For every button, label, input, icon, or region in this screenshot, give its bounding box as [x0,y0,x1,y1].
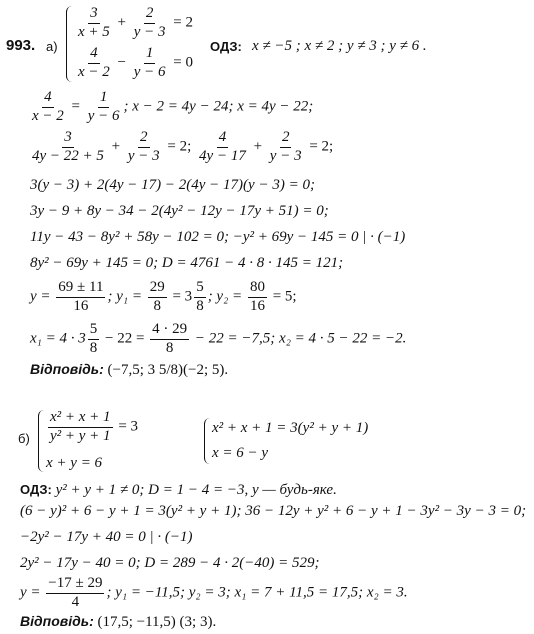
step-b-2: (6 − y)² + 6 − y + 1 = 3(y² + y + 1); 36 − 12y + y² + 6 − y + 1 − 3y² − 3y − 3 = 0; [20,503,527,519]
system-a-eq1: $\frac{3}{x + 5}$ + $\frac{2}{y - 3}$ = 2 [78,5,193,40]
system-b-eq1: $\frac{\text{x² + x + 1}}{\text{y² + y + 1}}$ = 3 [50,409,139,444]
step-b-1: ОДЗ: y² + y + 1 ≠ 0; D = 1 − 4 = −3, y — будь-яке. [20,482,337,498]
step-a-2: $\frac{3}{4y - 22 + 5}$ + $\frac{2}{y - 3}$ = 2; $\frac{4}{4y - 17}$ + $\frac{2}{y - 3}$ = 2; [32,129,334,164]
step-a-5: 11y − 43 − 8y² + 58y − 102 = 0; −y² + 69y − 145 = 0 | · (−1) [30,229,406,245]
system-a-eq2: $\frac{4}{x - 2}$ − $\frac{1}{y - 6}$ = 0 [78,45,193,80]
answer-a-values: (−7,5; 3 5/8)(−2; 5). [107,362,229,378]
part-a-label: а) [46,39,58,54]
step-b-3: −2y² − 17y + 40 = 0 | · (−1) [20,529,193,545]
step-a-6: 8y² − 69y + 145 = 0; D = 4761 − 4 · 8 · 145 = 121; [30,255,344,271]
problem-number: 993. [6,37,36,54]
step-a-1: $\frac{4}{x - 2}$ = $\frac{1}{y - 6}$ ; x − 2 = 4y − 24; x = 4y − 22; [32,89,314,124]
step-a-3: 3(y − 3) + 2(4y − 17) − 2(4y − 17)(y − 3) = 0; [30,177,315,193]
step-a-8: x₁ = 4 · 3 $\frac{5}{8}$ − 22 = $\frac{4 \cdot 29}{8}$ − 22 = −7,5; x₂ = 4 · 5 − 22 = −2. [30,321,407,356]
answer-b [20,614,216,630]
answer-label-b: Відповідь: [20,613,94,629]
step-a-7: y = $\frac{69 \pm 11}{16}$ ; y₁ = $\frac{29}{8}$ = 3 $\frac{5}{8}$ ; y₂ = $\frac{80}{16}$ = 5; [30,279,297,314]
system-brace-b2 [204,418,211,464]
odz-label-a: ОДЗ: [210,39,242,54]
system-b2-eq1: x² + x + 1 = 3(y² + y + 1) [212,420,369,436]
step-b-4: 2y² − 17y − 40 = 0; D = 289 − 4 · 2(−40) = 529; [20,555,320,571]
answer-b-values: (17,5; −11,5) (3; 3). [97,614,217,630]
system-brace-b1 [38,410,45,472]
system-b-eq2: x + y = 6 [46,455,103,471]
answer-label-a: Відповідь: [30,361,104,377]
step-b-5: y = $\frac{-17 \pm 29}{4}$ ; y₁ = −11,5; y₂ = 3; x₁ = 7 + 11,5 = 17,5; x₂ = 3. [20,575,408,610]
part-b-label: б) [18,431,30,446]
step-a-4: 3y − 9 + 8y − 34 − 2(4y² − 12y − 17y + 51) = 0; [30,203,329,219]
system-b2-eq2: x = 6 − y [212,445,269,461]
odz-conditions-a: x ≠ −5 ; x ≠ 2 ; y ≠ 3 ; y ≠ 6 . [252,38,427,54]
answer-a [30,362,228,378]
system-brace-a [66,6,73,82]
